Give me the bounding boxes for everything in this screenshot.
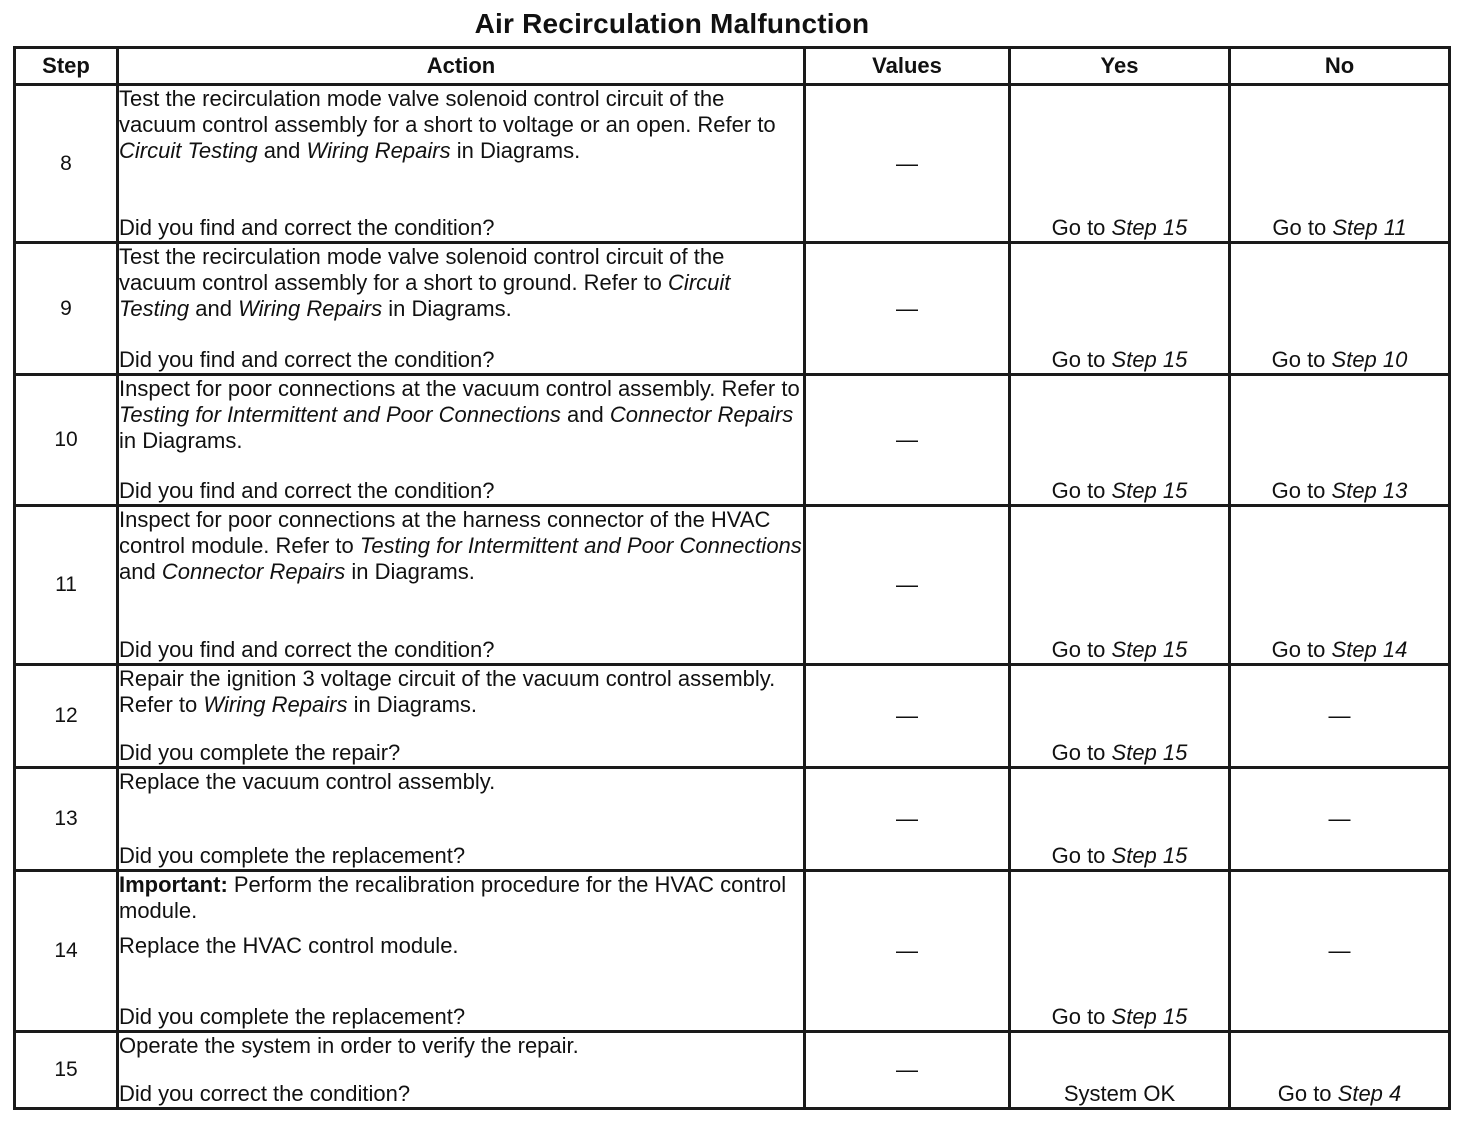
action-text	[119, 769, 803, 804]
no-cell	[1230, 1031, 1450, 1108]
reference-link-text: Circuit Testing	[119, 138, 258, 163]
action-paragraph	[119, 376, 803, 454]
action-segment: in Diagrams.	[347, 691, 478, 717]
header-no: No	[1230, 48, 1450, 85]
yes-cell	[1010, 506, 1230, 664]
action-cell	[118, 506, 805, 664]
yes-cell-step-ref: Step 15	[1111, 739, 1188, 765]
action-segment: and	[560, 401, 610, 427]
action-segment: in Diagrams.	[450, 138, 581, 163]
no-cell-text: Go to	[1271, 478, 1332, 504]
step-number: 13	[15, 767, 118, 870]
step-number: 10	[15, 374, 118, 505]
action-cell	[118, 85, 805, 243]
action-text	[119, 872, 803, 968]
no-cell-text: Go to	[1272, 215, 1333, 241]
yes-cell-text: Go to	[1051, 636, 1112, 662]
action-segment: Test the recirculation mode valve solenoid control circuit of the vacuum control assembly for a short to voltage or an open. Refer to	[119, 86, 776, 137]
yes-cell-step-ref: Step 15	[1111, 346, 1188, 372]
no-cell	[1230, 85, 1450, 243]
action-cell	[118, 374, 805, 505]
no-cell	[1230, 871, 1450, 1031]
action-segment: Replace the vacuum control assembly.	[119, 768, 496, 794]
table-row	[15, 1031, 1450, 1108]
action-paragraph	[119, 769, 803, 795]
yes-cell-text: Go to	[1051, 478, 1112, 504]
page-title: Air Recirculation Malfunction	[474, 8, 870, 39]
yes-cell	[1010, 1031, 1230, 1108]
yes-cell	[1010, 374, 1230, 505]
step-number: 15	[15, 1031, 118, 1108]
action-segment: in Diagrams.	[382, 296, 512, 322]
reference-link-text: Wiring Repairs	[238, 296, 383, 322]
action-cell	[118, 243, 805, 374]
action-text	[119, 86, 803, 173]
table-row	[15, 243, 1450, 374]
header-action: Action	[118, 48, 805, 85]
action-segment: Test the recirculation mode valve solenoid control circuit of the vacuum control assembly for a short to ground. Refer to	[119, 244, 725, 296]
header-values: Values	[805, 48, 1010, 85]
values-cell: —	[805, 1031, 1010, 1108]
action-cell	[118, 664, 805, 767]
values-cell: —	[805, 767, 1010, 870]
table-row	[15, 664, 1450, 767]
reference-link-text: Testing for Intermittent and Poor Connections	[119, 401, 561, 427]
no-cell	[1230, 767, 1450, 870]
yes-cell-step-ref: Step 15	[1111, 1003, 1188, 1029]
action-segment: in Diagrams.	[119, 427, 243, 453]
action-question: Did you find and correct the condition?	[119, 478, 495, 504]
action-segment: and	[189, 296, 239, 322]
reference-link-text: Connector Repairs	[161, 559, 346, 585]
action-segment: Replace the HVAC control module.	[119, 933, 459, 959]
no-cell	[1230, 374, 1450, 505]
step-number: 11	[15, 506, 118, 664]
table-row	[15, 767, 1450, 870]
values-cell: —	[805, 243, 1010, 374]
yes-cell-text: Go to	[1051, 739, 1112, 765]
header-yes: Yes	[1010, 48, 1230, 85]
no-cell-step-ref: Step 4	[1337, 1081, 1402, 1106]
yes-cell	[1010, 243, 1230, 374]
action-question: Did you complete the replacement?	[119, 1003, 466, 1029]
no-cell-step-ref: Step 11	[1332, 215, 1407, 241]
action-question: Did you find and correct the condition?	[119, 215, 495, 241]
header-step: Step	[15, 48, 118, 85]
action-cell	[118, 767, 805, 870]
action-paragraph	[119, 507, 803, 585]
action-paragraph	[119, 86, 803, 164]
table-row	[15, 506, 1450, 664]
action-paragraph	[119, 1033, 803, 1059]
no-cell-text: —	[1328, 937, 1351, 963]
step-number: 14	[15, 871, 118, 1031]
header-row	[15, 48, 1450, 85]
action-text	[119, 1033, 803, 1068]
action-paragraph	[119, 666, 803, 718]
important-label: Important:	[119, 872, 228, 898]
action-paragraph	[119, 244, 803, 322]
step-number: 9	[15, 243, 118, 374]
reference-link-text: Testing for Intermittent and Poor Connections	[359, 533, 802, 559]
reference-link-text: Connector Repairs	[609, 401, 794, 427]
table-row	[15, 85, 1450, 243]
action-segment: Inspect for poor connections at the vacuum control assembly. Refer to	[119, 375, 800, 401]
yes-cell-text: Go to	[1051, 1003, 1112, 1029]
action-segment: Repair the ignition 3 voltage circuit of the vacuum control assembly. Refer to	[119, 665, 776, 717]
no-cell-text: —	[1328, 806, 1351, 832]
no-cell-step-ref: Step 14	[1331, 636, 1408, 662]
action-cell	[118, 871, 805, 1031]
yes-cell-text: System OK	[1063, 1081, 1176, 1106]
no-cell-text: Go to	[1271, 636, 1332, 662]
no-cell-step-ref: Step 10	[1331, 346, 1408, 372]
action-segment: and	[257, 138, 307, 163]
action-text	[119, 666, 803, 727]
action-cell	[118, 1031, 805, 1108]
no-cell-step-ref: Step 13	[1331, 478, 1408, 504]
action-paragraph	[119, 872, 803, 924]
action-segment: Perform the recalibration procedure for the HVAC control module.	[119, 872, 787, 924]
yes-cell-step-ref: Step 15	[1111, 636, 1188, 662]
action-segment: Inspect for poor connections at the harness connector of the HVAC control module. Refer to	[119, 507, 771, 559]
action-text	[119, 244, 803, 331]
yes-cell	[1010, 871, 1230, 1031]
yes-cell-step-ref: Step 15	[1111, 478, 1188, 504]
values-cell: —	[805, 374, 1010, 505]
no-cell-text: —	[1328, 702, 1351, 728]
action-question: Did you find and correct the condition?	[119, 636, 495, 662]
action-question: Did you correct the condition?	[119, 1081, 411, 1106]
table-row	[15, 871, 1450, 1031]
action-segment: in Diagrams.	[345, 559, 475, 585]
yes-cell-step-ref: Step 15	[1111, 215, 1188, 241]
table-row	[15, 374, 1450, 505]
values-cell: —	[805, 85, 1010, 243]
action-question: Did you complete the replacement?	[119, 843, 466, 869]
yes-cell-text: Go to	[1051, 346, 1112, 372]
action-text	[119, 376, 803, 463]
values-cell: —	[805, 506, 1010, 664]
action-segment: and	[119, 559, 162, 585]
reference-link-text: Wiring Repairs	[203, 691, 348, 717]
action-paragraph	[119, 933, 803, 959]
step-number: 12	[15, 664, 118, 767]
yes-cell-text: Go to	[1051, 843, 1112, 869]
no-cell-text: Go to	[1277, 1081, 1338, 1106]
procedure-table	[13, 46, 1451, 1110]
action-segment: Operate the system in order to verify the repair.	[119, 1032, 579, 1058]
action-question: Did you complete the repair?	[119, 739, 401, 765]
action-text	[119, 507, 803, 594]
no-cell-text: Go to	[1271, 346, 1332, 372]
reference-link-text: Circuit Testing	[119, 270, 731, 322]
values-cell: —	[805, 871, 1010, 1031]
yes-cell	[1010, 767, 1230, 870]
no-cell	[1230, 506, 1450, 664]
no-cell	[1230, 664, 1450, 767]
action-question: Did you find and correct the condition?	[119, 346, 495, 372]
yes-cell-text: Go to	[1051, 215, 1112, 241]
yes-cell	[1010, 85, 1230, 243]
no-cell	[1230, 243, 1450, 374]
reference-link-text: Wiring Repairs	[306, 138, 451, 163]
step-number: 8	[15, 85, 118, 243]
values-cell: —	[805, 664, 1010, 767]
yes-cell-step-ref: Step 15	[1111, 843, 1188, 869]
yes-cell	[1010, 664, 1230, 767]
